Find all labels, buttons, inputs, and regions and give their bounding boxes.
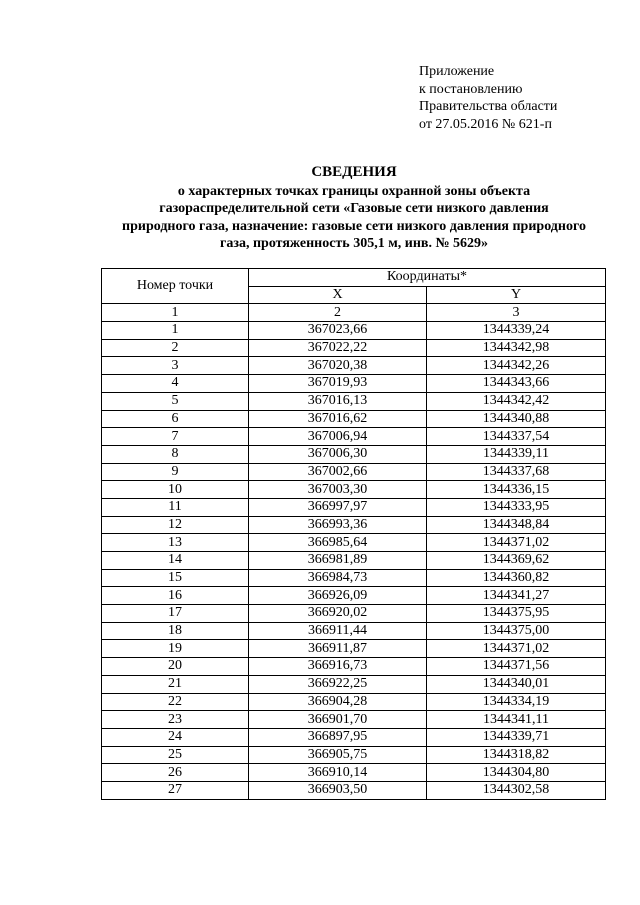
table-row [102, 658, 606, 676]
x-header: X [249, 286, 427, 304]
x-coordinate-cell: 366911,87 [249, 640, 427, 658]
y-coordinate-cell: 1344334,19 [427, 693, 606, 711]
table-row [102, 605, 606, 623]
column-number: 1 [102, 304, 249, 322]
point-number-cell: 25 [102, 746, 249, 764]
y-coordinate-cell: 1344304,80 [427, 764, 606, 782]
x-coordinate-cell: 366897,95 [249, 728, 427, 746]
y-header: Y [427, 286, 606, 304]
table-row [102, 463, 606, 481]
x-coordinate-cell: 366903,50 [249, 781, 427, 799]
y-coordinate-cell: 1344371,02 [427, 640, 606, 658]
point-number-cell: 21 [102, 675, 249, 693]
x-coordinate-cell: 366911,44 [249, 622, 427, 640]
x-coordinate-cell: 366984,73 [249, 569, 427, 587]
table-row [102, 498, 606, 516]
y-coordinate-cell: 1344339,71 [427, 728, 606, 746]
y-coordinate-cell: 1344341,27 [427, 587, 606, 605]
point-number-cell: 19 [102, 640, 249, 658]
point-number-cell: 14 [102, 552, 249, 570]
point-number-cell: 17 [102, 605, 249, 623]
x-coordinate-cell: 367019,93 [249, 375, 427, 393]
table-row [102, 322, 606, 340]
y-coordinate-cell: 1344318,82 [427, 746, 606, 764]
y-coordinate-cell: 1344360,82 [427, 569, 606, 587]
x-coordinate-cell: 366985,64 [249, 534, 427, 552]
point-number-cell: 15 [102, 569, 249, 587]
point-number-cell: 3 [102, 357, 249, 375]
appendix-line: Правительства области [419, 99, 558, 114]
point-number-cell: 7 [102, 428, 249, 446]
table-row [102, 693, 606, 711]
table-row [102, 781, 606, 799]
table-row [102, 622, 606, 640]
point-number-cell: 23 [102, 711, 249, 729]
point-number-cell: 27 [102, 781, 249, 799]
column-number: 2 [249, 304, 427, 322]
x-coordinate-cell: 367002,66 [249, 463, 427, 481]
x-coordinate-cell: 367023,66 [249, 322, 427, 340]
y-coordinate-cell: 1344337,68 [427, 463, 606, 481]
point-number-cell: 12 [102, 516, 249, 534]
table-row [102, 640, 606, 658]
y-coordinate-cell: 1344342,26 [427, 357, 606, 375]
y-coordinate-cell: 1344369,62 [427, 552, 606, 570]
appendix-block [419, 63, 557, 133]
x-coordinate-cell: 367006,30 [249, 445, 427, 463]
x-coordinate-cell: 366910,14 [249, 764, 427, 782]
column-number: 3 [427, 304, 606, 322]
y-coordinate-cell: 1344348,84 [427, 516, 606, 534]
point-number-cell: 5 [102, 392, 249, 410]
y-coordinate-cell: 1344343,66 [427, 375, 606, 393]
point-number-cell: 16 [102, 587, 249, 605]
x-coordinate-cell: 366905,75 [249, 746, 427, 764]
table-row [102, 339, 606, 357]
x-coordinate-cell: 367006,94 [249, 428, 427, 446]
x-coordinate-cell: 367003,30 [249, 481, 427, 499]
table-row [102, 445, 606, 463]
y-coordinate-cell: 1344371,56 [427, 658, 606, 676]
y-coordinate-cell: 1344342,42 [427, 392, 606, 410]
table-row [102, 675, 606, 693]
table-row [102, 746, 606, 764]
point-number-cell: 18 [102, 622, 249, 640]
y-coordinate-cell: 1344339,11 [427, 445, 606, 463]
table-row [102, 711, 606, 729]
point-number-header: Номер точки [102, 269, 249, 304]
point-number-cell: 13 [102, 534, 249, 552]
point-number-cell: 10 [102, 481, 249, 499]
table-row [102, 516, 606, 534]
point-number-cell: 8 [102, 445, 249, 463]
point-number-cell: 11 [102, 498, 249, 516]
point-number-cell: 9 [102, 463, 249, 481]
point-number-cell: 6 [102, 410, 249, 428]
table-row [102, 728, 606, 746]
y-coordinate-cell: 1344333,95 [427, 498, 606, 516]
table-row [102, 481, 606, 499]
point-number-cell: 4 [102, 375, 249, 393]
y-coordinate-cell: 1344341,11 [427, 711, 606, 729]
table-row [102, 764, 606, 782]
document-heading [90, 164, 618, 253]
appendix-line: Приложение [419, 64, 495, 79]
table-row [102, 375, 606, 393]
point-number-cell: 1 [102, 322, 249, 340]
point-number-cell: 20 [102, 658, 249, 676]
heading-line: газа, протяженность 305,1 м, инв. № 5629» [219, 236, 489, 252]
appendix-line: к постановлению [419, 81, 523, 97]
point-number-cell: 2 [102, 339, 249, 357]
y-coordinate-cell: 1344340,01 [427, 675, 606, 693]
y-coordinate-cell: 1344339,24 [427, 322, 606, 340]
y-coordinate-cell: 1344371,02 [427, 534, 606, 552]
x-coordinate-cell: 367016,13 [249, 392, 427, 410]
x-coordinate-cell: 366993,36 [249, 516, 427, 534]
table-row [102, 569, 606, 587]
x-coordinate-cell: 366997,97 [249, 498, 427, 516]
y-coordinate-cell: 1344337,54 [427, 428, 606, 446]
heading-line: о характерных точках границы охранной зоны объекта [177, 183, 531, 199]
x-coordinate-cell: 366904,28 [249, 693, 427, 711]
document-title: СВЕДЕНИЯ [311, 164, 397, 180]
table-row [102, 534, 606, 552]
table-body [102, 322, 606, 800]
x-coordinate-cell: 366901,70 [249, 711, 427, 729]
y-coordinate-cell: 1344336,15 [427, 481, 606, 499]
heading-line: газораспределительной сети «Газовые сети низкого давления [159, 201, 549, 217]
point-number-cell: 26 [102, 764, 249, 782]
y-coordinate-cell: 1344342,98 [427, 339, 606, 357]
y-coordinate-cell: 1344375,95 [427, 605, 606, 623]
coordinates-header: Координаты* [249, 269, 606, 287]
table-row [102, 552, 606, 570]
table-row [102, 428, 606, 446]
table-row [102, 392, 606, 410]
point-number-cell: 22 [102, 693, 249, 711]
x-coordinate-cell: 366920,02 [249, 605, 427, 623]
table-row [102, 587, 606, 605]
heading-line: природного газа, назначение: газовые сети низкого давления природного [122, 218, 586, 234]
table-row [102, 357, 606, 375]
table-row [102, 410, 606, 428]
x-coordinate-cell: 366926,09 [249, 587, 427, 605]
x-coordinate-cell: 366916,73 [249, 658, 427, 676]
y-coordinate-cell: 1344375,00 [427, 622, 606, 640]
x-coordinate-cell: 367016,62 [249, 410, 427, 428]
x-coordinate-cell: 366981,89 [249, 552, 427, 570]
x-coordinate-cell: 367022,22 [249, 339, 427, 357]
x-coordinate-cell: 367020,38 [249, 357, 427, 375]
x-coordinate-cell: 366922,25 [249, 675, 427, 693]
appendix-line: от 27.05.2016 № 621-п [419, 116, 552, 132]
coordinates-table [101, 268, 606, 800]
y-coordinate-cell: 1344302,58 [427, 781, 606, 799]
y-coordinate-cell: 1344340,88 [427, 410, 606, 428]
point-number-cell: 24 [102, 728, 249, 746]
